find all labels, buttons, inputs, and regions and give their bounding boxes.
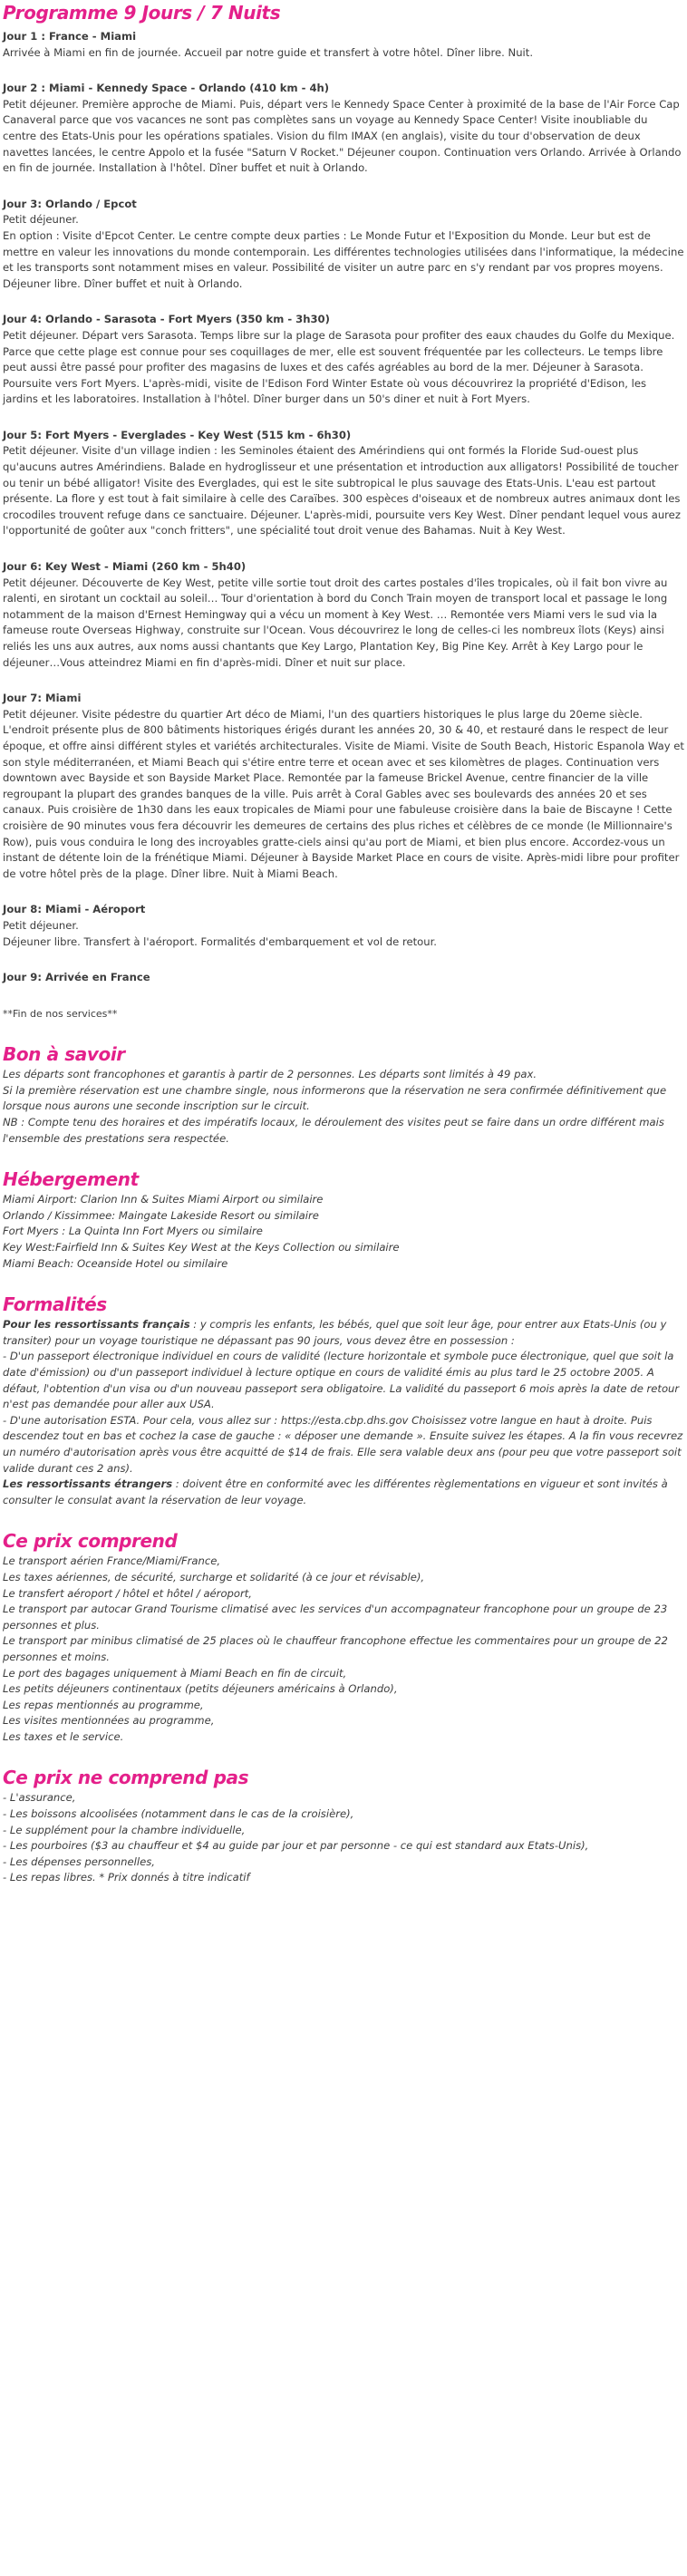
day-text: Petit déjeuner. Visite d'un village indien : les Seminoles étaient des Amérindiens qui ont formés la Floride Sud-ouest plus qu'aucuns autres Amérindiens. Balade en hydroglisseur et une présentation et introduction aux alligators! Possibilité de toucher ou tenir un bébé alligator! Visite des Everglades, qui est le site subtropical le plus sauvage des Etats-Unis. L'eau est partout présente. La flore y est tout à fait similaire à celle des Caraïbes. 300 espèces d'oiseaux et de nombreux autres animaux dont les crocodiles trouvent refuge dans ce sanctuaire. Déjeuner. L'après-midi, poursuite vers Key West. Dîner pendant lequel vous aurez l'opportunité de goûter aux "conch fritters", une spécialité tout droit venue des Bahamas. Nuit à Key West.	[3, 444, 681, 537]
formalites-etr-label: Les ressortissants étrangers	[3, 1477, 173, 1491]
programme-days	[3, 29, 684, 1022]
comprend-item: Le transfert aéroport / hôtel et hôtel / aéroport,	[3, 1586, 252, 1600]
formalites-etr-text: : doivent être en conformité avec les différentes règlementations en vigueur et sont invités à consulter le consulat avant la réservation de leur voyage.	[3, 1477, 668, 1506]
day-2	[3, 81, 684, 177]
hotel-item: Fort Myers : La Quinta Inn Fort Myers ou similaire	[3, 1225, 263, 1238]
bon-a-savoir-line: Si la première réservation est une chambre single, nous informerons que la réservation ne sera confirmée définitivement que lorsque nous aurons une seconde inscription sur le circuit.	[3, 1083, 667, 1113]
day-5	[3, 428, 684, 539]
bon-a-savoir-line: NB : Compte tenu des horaires et des impératifs locaux, le déroulement des visites peut se faire dans un ordre différent mais l'ensemble des prestations sera respectée.	[3, 1116, 664, 1145]
comprend-title: Ce prix comprend	[3, 1530, 178, 1553]
ne-comprend-pas-list	[3, 1790, 684, 1886]
formalites-title: Formalités	[3, 1293, 107, 1316]
ne-comprend-pas-item: - Les dépenses personnelles,	[3, 1855, 155, 1868]
day-3	[3, 197, 684, 293]
hebergement-list	[3, 1192, 684, 1272]
ne-comprend-pas-item: - Les boissons alcoolisées (notamment dans le cas de la croisière),	[3, 1807, 354, 1821]
hotel-item: Key West:Fairfield Inn & Suites Key West at the Keys Collection ou similaire	[3, 1241, 400, 1254]
day-text: Petit déjeuner. Découverte de Key West, petite ville sortie tout droit des cartes postales d'îles tropicales, où il fait bon vivre au ralenti, en sirotant un cocktail au soleil… Tour d'orientation à bord du Conch Train moyen de transport local et passage le long notamment de la maison d'Ernest Hemingway qui a vécu un moment à Key West. … Remontée vers Miami vers le sud via la fameuse route Overseas Highway, construite sur l'Ocean. Vous découvrirez le long de celles-ci les nombreux îlots (Keys) ainsi reliés les uns aux autres, aux noms aussi chantants que Key Largo, Plantation Key, Big Pine Key. Arrêt à Key Largo pour le déjeuner…Vous atteindrez Miami en fin d'après-midi. Dîner et nuit sur place.	[3, 576, 668, 669]
ne-comprend-pas-title: Ce prix ne comprend pas	[3, 1767, 249, 1789]
comprend-item: Le transport par autocar Grand Tourisme climatisé avec les services d'un accompagnateur francophone pour un groupe de 23 personnes et plus.	[3, 1603, 668, 1632]
hotel-item: Orlando / Kissimmee: Maingate Lakeside Resort ou similaire	[3, 1208, 319, 1222]
bon-a-savoir-line: Les départs sont francophones et garantis à partir de 2 personnes. Les départs sont limités à 49 pax.	[3, 1068, 537, 1081]
day-6	[3, 559, 684, 671]
formalites-fr-text: : y compris les enfants, les bébés, quel que soit leur âge, pour entrer aux Etats-Unis (ou y transiter) pour un voyage touristique ne dépassant pas 90 jours, vous devez être en possession :	[3, 1318, 667, 1347]
day-title: Jour 8: Miami - Aéroport	[3, 903, 146, 916]
day-text: Arrivée à Miami en fin de journée. Accueil par notre guide et transfert à votre hôtel. Dîner libre. Nuit.	[3, 45, 534, 59]
day-text: Petit déjeuner. En option : Visite d'Epcot Center. Le centre compte deux parties : Le Monde Futur et l'Exposition du Monde. Leur but est de mettre en valeur les innovations du monde contemporain. Les différentes technologies utilisées dans l'informatique, la médecine et les transports sont notamment mises en valeur. Possibilité de visiter un autre parc en s'y rendant par vos propres moyens. Déjeuner libre. Dîner buffet et nuit à Orlando.	[3, 213, 684, 290]
day-8	[3, 902, 684, 950]
comprend-item: Les repas mentionnés au programme,	[3, 1698, 204, 1711]
hotel-item: Miami Airport: Clarion Inn & Suites Miami Airport ou similaire	[3, 1193, 324, 1206]
day-4	[3, 312, 684, 408]
day-title: Jour 5: Fort Myers - Everglades - Key West (515 km - 6h30)	[3, 428, 352, 441]
comprend-item: Les taxes aériennes, de sécurité, surcharge et solidarité (à ce jour et révisable),	[3, 1570, 425, 1583]
ne-comprend-pas-item: - L'assurance,	[3, 1791, 76, 1805]
day-title: Jour 9: Arrivée en France	[3, 971, 150, 984]
day-title: Jour 1 : France - Miami	[3, 30, 137, 43]
day-1	[3, 29, 684, 61]
comprend-item: Les petits déjeuners continentaux (petits déjeuners américains à Orlando),	[3, 1682, 398, 1696]
ne-comprend-pas-item: - Les repas libres. * Prix donnés à titre indicatif	[3, 1871, 250, 1884]
hebergement-title: Hébergement	[3, 1168, 139, 1191]
comprend-item: Les visites mentionnées au programme,	[3, 1714, 215, 1728]
day-text: Petit déjeuner. Visite pédestre du quartier Art déco de Miami, l'un des quartiers historiques le plus large du 20eme siècle. L'endroit présente plus de 800 bâtiments historiques érigés durant les années 20, 30 & 40, et restauré dans le respect de leur époque, et offre ainsi différent styles et variétés architecturales. Visite de Miami. Visite de South Beach, Historic Espanola Way et son style méditerranéen, et Miami Beach qui s'étire entre terre et ocean avec et ses kilomètres de plages. Continuation vers downtown avec Bayside et son Bayside Market Place. Remontée par la fameuse Brickel Avenue, centre financier de la ville regroupant la plupart des grandes banques de la ville. Puis arrêt à Coral Gables avec ses boulevards des années 20 et ses canaux. Puis croisière de 1h30 dans les eaux tropicales de Miami pour une fabuleuse croisière dans la baie de Biscayne ! Cette croisière de 90 minutes vous fera découvrir les demeures de certains des plus riches et célèbres de ce monde (le Millionnaire's Row), puis vous conduira le long des incroyables gratte-ciels ainsi qu'au port de Miami, et bien plus encore. Accordez-vous un instant de détente loin de la frénétique Miami. Déjeuner à Bayside Market Place en cours de visite. Après-midi libre pour profiter de votre hôtel près de la plage. Dîner libre. Nuit à Miami Beach.	[3, 707, 684, 880]
day-title: Jour 7: Miami	[3, 692, 82, 705]
comprend-item: Les taxes et le service.	[3, 1729, 124, 1743]
formalites-fr-label: Pour les ressortissants français	[3, 1318, 190, 1332]
formalites-text	[3, 1317, 684, 1508]
day-title: Jour 4: Orlando - Sarasota - Fort Myers (350 km - 3h30)	[3, 313, 330, 326]
day-text: Petit déjeuner. Départ vers Sarasota. Temps libre sur la plage de Sarasota pour profiter des eaux chaudes du Golfe du Mexique. Parce que cette plage est connue pour ses coquillages de mer, elle est souvent fréquentée par les collecteurs. Le temps libre peut aussi être passé pour profiter des magasins de luxes et des cafés agréables au bord de la mer. Déjeuner à Sarasota. Poursuite vers Fort Myers. L'après-midi, visite de l'Edison Ford Winter Estate où vous découvrirez la propriété d'Edison, les jardins et les laboratoires. Installation à l'hôtel. Dîner burger dans un 50's diner et nuit à Fort Myers.	[3, 328, 675, 406]
day-title: Jour 2 : Miami - Kennedy Space - Orlando (410 km - 4h)	[3, 82, 330, 95]
comprend-item: Le transport aérien France/Miami/France,	[3, 1554, 221, 1568]
day-text: Petit déjeuner. Première approche de Miami. Puis, départ vers le Kennedy Space Center à proximité de la base de l'Air Force Cap Canaveral parce que vos vacances ne sont pas complètes sans un voyage au Kennedy Space Center! Visite inoubliable du centre des Etats-Unis pour les opérations spatiales. Vision du film IMAX (en anglais), visite du tour d'observation de deux navettes lancées, le centre Appolo et la fusée "Saturn V Rocket." Déjeuner coupon. Continuation vers Orlando. Arrivée à Orlando en fin de journée. Installation à l'hôtel. Dîner buffet et nuit à Orlando.	[3, 97, 682, 175]
hotel-item: Miami Beach: Oceanside Hotel ou similaire	[3, 1256, 228, 1270]
bon-a-savoir-title: Bon à savoir	[3, 1043, 125, 1066]
day-title: Jour 6: Key West - Miami (260 km - 5h40)	[3, 560, 247, 574]
programme-title: Programme 9 Jours / 7 Nuits	[3, 2, 281, 24]
end-note: **Fin de nos services**	[3, 1007, 118, 1020]
day-7	[3, 691, 684, 882]
bon-a-savoir-text	[3, 1067, 684, 1147]
comprend-item: Le transport par minibus climatisé de 25 places où le chauffeur francophone effectue les commentaires pour un groupe de 22 personnes et moins.	[3, 1634, 668, 1663]
formalites-item: - D'une autorisation ESTA. Pour cela, vous allez sur : https://esta.cbp.dhs.gov Choisissez votre langue en haut à droite. Puis descendez tout en bas et cochez la case de gauche : « déposer une demande ». Ensuite suivez les étapes. A la fin vous recevrez un numéro d'autorisation après vous être acquitté de $14 de frais. Elle sera valable deux ans (pour peu que votre passeport soit valide durant ces 2 ans).	[3, 1413, 683, 1475]
ne-comprend-pas-item: - Le supplément pour la chambre individuelle,	[3, 1823, 246, 1836]
comprend-list	[3, 1554, 684, 1745]
day-title: Jour 3: Orlando / Epcot	[3, 197, 137, 210]
formalites-item: - D'un passeport électronique individuel en cours de validité (lecture horizontale et symbole puce électronique, quel que soit la date d'émission) ou d'un passeport individuel à lecture optique en cours de validité émis au plus tard le 25 octobre 2005. A défaut, l'obtention d'un visa ou d'un nouveau passeport sera obligatoire. La validité du passeport 6 mois après la date de retour n'est pas demandée pour aller aux USA.	[3, 1350, 680, 1411]
day-9	[3, 970, 684, 986]
comprend-item: Le port des bagages uniquement à Miami Beach en fin de circuit,	[3, 1666, 347, 1680]
day-text: Petit déjeuner. Déjeuner libre. Transfert à l'aéroport. Formalités d'embarquement et vol de retour.	[3, 918, 437, 948]
ne-comprend-pas-item: - Les pourboires ($3 au chauffeur et $4 au guide par jour et par personne - ce qui est standard aux Etats-Unis),	[3, 1839, 589, 1853]
